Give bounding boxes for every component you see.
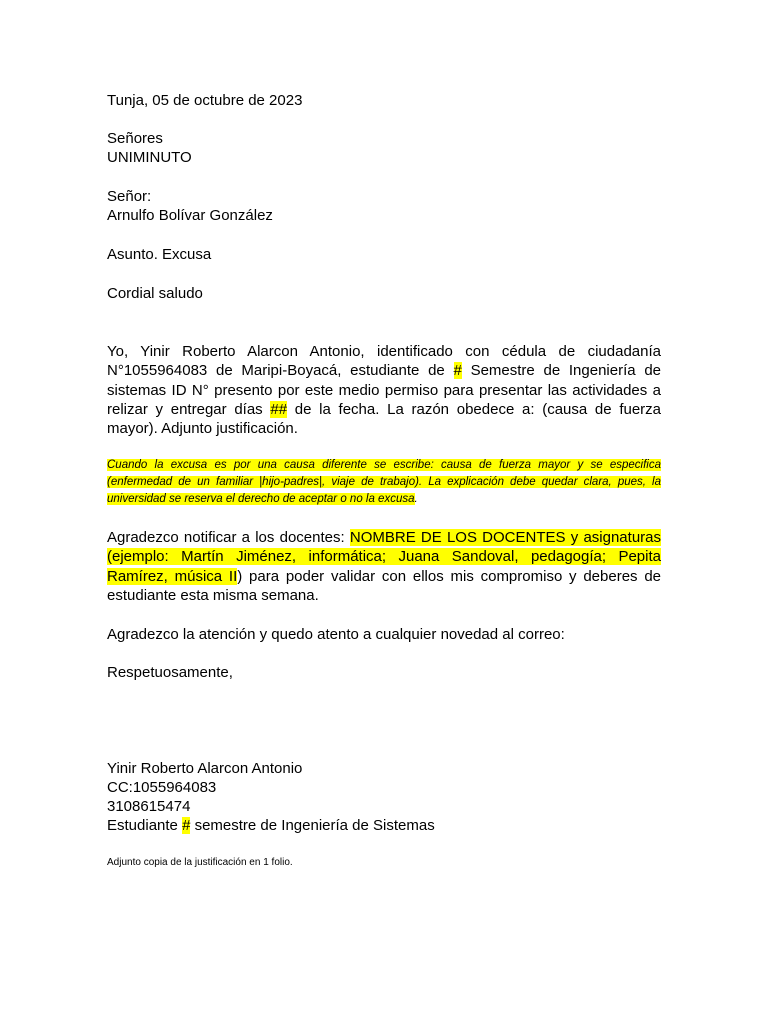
paragraph-teachers-text-2: ) para poder validar con ellos mis compromiso y deberes de estudiante esta misma semana. [107,567,662,604]
signature-cc: CC:1055964083 [107,779,217,796]
instruction-note [107,457,661,508]
date-line: Tunja, 05 de octubre de 2023 [107,92,303,109]
greeting-line: Cordial saludo [107,285,203,302]
salutation-senor: Señor: [107,188,152,205]
instruction-note-text: Cuando la excusa es por una causa diferente se escribe: causa de fuerza mayor y se especifica (enfermedad de un familiar |hijo-padres|, viaje de trabajo). La explicación debe quedar clara, pues, la universidad se reserva el derecho de aceptar o no la excusa [107,459,661,505]
days-placeholder: ## [270,400,288,418]
signature-role [107,816,435,835]
paragraph-request-text-1: Yo, Yinir Roberto Alarcon Antonio, identificado con cédula de ciudadanía N°1055964083 de Maripi-Boyacá, estudiante de [107,343,661,380]
closing-line: Respetuosamente, [107,664,233,681]
paragraph-request-text-2: Semestre de Ingeniería de sistemas ID N° presento por este medio permiso para presentar las actividades a relizar y entregar días [107,362,662,418]
paragraph-teachers-text-1: Agradezco notificar a los docentes: [107,529,350,546]
paragraph-request [107,342,661,438]
signature-role-text-2: semestre de Ingeniería de Sistemas [190,817,435,834]
signature-role-text-1: Estudiante [107,817,183,834]
recipient-name: Arnulfo Bolívar González [107,207,273,224]
institution-name: UNIMINUTO [107,149,192,166]
salutation-senores: Señores [107,130,163,147]
instruction-note-end: . [414,493,418,505]
paragraph-request-text-3: de la fecha. La razón obedece a: (causa de fuerza mayor). Adjunto justificación. [107,400,662,438]
paragraph-teachers [107,528,661,605]
signature-phone: 3108615474 [107,798,191,815]
teachers-placeholder: NOMBRE DE LOS DOCENTES y asignaturas (ejemplo: Martín Jiménez, informática; Juana Sandoval, pedagogía; Pepita Ramírez, música II [107,529,661,585]
signature-name: Yinir Roberto Alarcon Antonio [107,760,303,777]
footer-note: Adjunto copia de la justificación en 1 folio. [107,857,293,868]
subject-line: Asunto. Excusa [107,246,212,263]
semester-placeholder: # [453,362,462,380]
paragraph-thanks: Agradezco la atención y quedo atento a cualquier novedad al correo: [107,626,565,643]
signature-semester-placeholder: # [182,817,191,834]
